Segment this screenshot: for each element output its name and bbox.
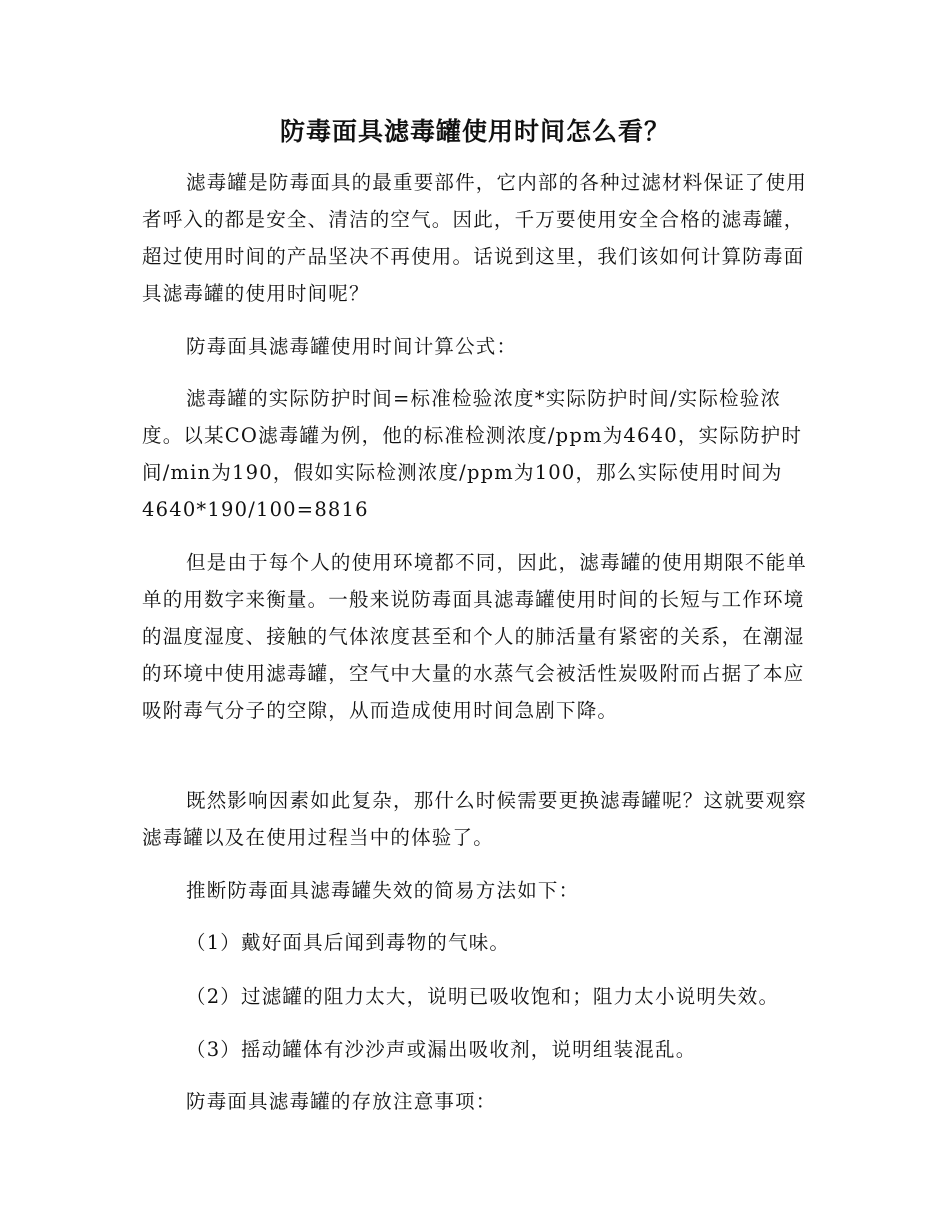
document-title: 防毒面具滤毒罐使用时间怎么看？ (279, 117, 670, 146)
list-item-3: （3）摇动罐体有沙沙声或漏出吸收剂，说明组装混乱。 (186, 1038, 697, 1061)
paragraph-environment: 但是由于每个人的使用环境都不同，因此，滤毒罐的使用期限不能单单的用数字来衡量。一般来说防毒面具滤毒罐使用时间的长短与工作环境的温度湿度、接触的气体浓度甚至和个人的肺活量有紧密的关系，在潮湿的环境中使用滤毒罐，空气中大量的水蒸气会被活性炭吸附而占据了本应吸附毒气分子的空隙，从而造成使用时间急剧下降。 (142, 551, 808, 722)
paragraph-formula-heading: 防毒面具滤毒罐使用时间计算公式： (186, 335, 518, 358)
paragraph-formula: 滤毒罐的实际防护时间=标准检验浓度*实际防护时间/实际检验浓度。以某CO滤毒罐为例，他的标准检测浓度/ppm为4640，实际防护时间/min为190，假如实际检测浓度/ppm为100，那么实际使用时间为4640*190/100=8816 (142, 387, 803, 521)
paragraph-replacement: 既然影响因素如此复杂，那什么时候需要更换滤毒罐呢？这就要观察滤毒罐以及在使用过程当中的体验了。 (142, 789, 808, 849)
paragraph-methods-heading: 推断防毒面具滤毒罐失效的简易方法如下： (186, 879, 580, 902)
paragraph-intro: 滤毒罐是防毒面具的最重要部件，它内部的各种过滤材料保证了使用者呼入的都是安全、清洁的空气。因此，千万要使用安全合格的滤毒罐，超过使用时间的产品坚决不再使用。话说到这里，我们该如何计算防毒面具滤毒罐的使用时间呢？ (142, 171, 808, 305)
list-item-1: （1）戴好面具后闻到毒物的气味。 (186, 931, 511, 954)
paragraph-storage-heading: 防毒面具滤毒罐的存放注意事项： (186, 1090, 497, 1113)
list-item-2: （2）过滤罐的阻力太大，说明已吸收饱和；阻力太小说明失效。 (186, 985, 780, 1008)
